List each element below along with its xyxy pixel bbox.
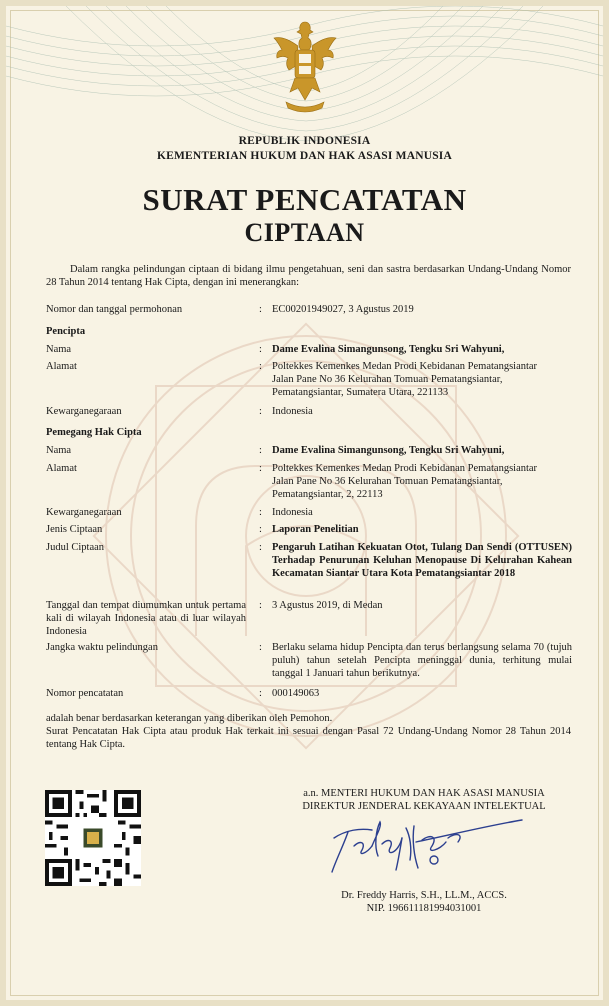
jangka-waktu-label: Jangka waktu pelindungan (46, 642, 158, 653)
pemegang-alamat-label: Alamat (46, 463, 77, 474)
signatory-line-2: DIREKTUR JENDERAL KEKAYAAN INTELEKTUAL (302, 801, 546, 812)
pencipta-warga-label: Kewarganegaraan (46, 406, 122, 417)
signatory-nip: NIP. 196611181994031001 (366, 903, 482, 914)
document-title: SURAT PENCATATAN (142, 182, 467, 217)
colon: : (259, 304, 262, 315)
document-subtitle: CIPTAAN (244, 218, 365, 247)
closing-line-2: Surat Pencatatan Hak Cipta atau produk Hak terkait ini sesuai dengan Pasal 72 Undang-Undang Nomor 28 Tahun 2014 tentang Hak Cipta. (46, 726, 571, 750)
pencipta-alamat-line: Jalan Pane No 36 Kelurahan Tomuan Pematangsiantar, (272, 374, 503, 385)
pencipta-warga-value: Indonesia (272, 406, 313, 417)
judul-ciptaan-label: Judul Ciptaan (46, 542, 105, 553)
permohonan-value: EC00201949027, 3 Agustus 2019 (272, 304, 414, 315)
pemegang-nama-label: Nama (46, 445, 72, 456)
permohonan-label: Nomor dan tanggal permohonan (46, 304, 183, 315)
colon: : (259, 524, 262, 535)
pencipta-alamat-label: Alamat (46, 361, 77, 372)
colon: : (259, 600, 262, 611)
intro-paragraph: Dalam rangka pelindungan ciptaan di bidang ilmu pengetahuan, seni dan sastra berdasarkan Undang-Undang Nomor 28 Tahun 2014 tentang Hak Cipta, dengan ini menerangkan: (46, 264, 571, 288)
colon: : (259, 445, 262, 456)
pemegang-alamat-line: Poltekkes Kemenkes Medan Prodi Kebidanan Pematangsiantar (272, 463, 538, 474)
jenis-ciptaan-value: Laporan Penelitian (272, 524, 359, 535)
tanggal-diumumkan-label: Tanggal dan tempat diumumkan untuk pertama kali di wilayah Indonesia atau di luar wilayah Indonesia (46, 600, 246, 637)
pencipta-alamat-line: Poltekkes Kemenkes Medan Prodi Kebidanan Pematangsiantar (272, 361, 538, 372)
pencipta-alamat-line: Pematangsiantar, Sumatera Utara, 221133 (272, 387, 449, 398)
colon: : (259, 507, 262, 518)
header-ministry: KEMENTERIAN HUKUM DAN HAK ASASI MANUSIA (156, 150, 452, 162)
jangka-waktu-value: Berlaku selama hidup Pencipta dan terus berlangsung selama 70 (tujuh puluh) tahun setelah Pencipta meninggal dunia, terhitung mulai tanggal 1 Januari tahun berikutnya. (272, 642, 572, 679)
pencipta-alamat-value (272, 360, 572, 399)
colon: : (259, 542, 262, 553)
pemegang-warga-label: Kewarganegaraan (46, 507, 122, 518)
garuda-emblem-icon (268, 16, 342, 120)
colon: : (259, 642, 262, 653)
pemegang-warga-value: Indonesia (272, 507, 313, 518)
colon: : (259, 344, 262, 355)
pemegang-alamat-line: Pematangsiantar, 2, 22113 (272, 489, 383, 500)
judul-ciptaan-value: Pengaruh Latihan Kekuatan Otot, Tulang Dan Sendi (OTTUSEN) Terhadap Penurunan Keluhan Menopause Di Kelurahan Kahean Kecamatan Siantar Utara Kota Pematangsiantar 2018 (272, 542, 572, 579)
qr-code (45, 790, 141, 886)
pencipta-nama-value: Dame Evalina Simangunsong, Tengku Sri Wahyuni, (272, 344, 505, 355)
signatory-line-1: a.n. MENTERI HUKUM DAN HAK ASASI MANUSIA (303, 788, 545, 799)
closing-line-1: adalah benar berdasarkan keterangan yang diberikan oleh Pemohon. (46, 713, 333, 724)
signature (326, 816, 526, 878)
nomor-pencatatan-label: Nomor pencatatan (46, 688, 124, 699)
jenis-ciptaan-label: Jenis Ciptaan (46, 524, 103, 535)
pencipta-nama-label: Nama (46, 344, 72, 355)
nomor-pencatatan-value: 000149063 (272, 688, 320, 699)
header-country: REPUBLIK INDONESIA (238, 135, 371, 147)
pemegang-nama-value: Dame Evalina Simangunsong, Tengku Sri Wahyuni, (272, 445, 505, 456)
section-pencipta: Pencipta (46, 326, 86, 337)
section-pemegang: Pemegang Hak Cipta (46, 427, 142, 438)
signatory-name: Dr. Freddy Harris, S.H., LL.M., ACCS. (341, 890, 507, 901)
colon: : (259, 688, 262, 699)
colon: : (259, 361, 262, 372)
pemegang-alamat-line: Jalan Pane No 36 Kelurahan Tomuan Pematangsiantar, (272, 476, 503, 487)
tanggal-diumumkan-value: 3 Agustus 2019, di Medan (272, 600, 383, 611)
colon: : (259, 406, 262, 417)
pemegang-alamat-value (272, 462, 572, 501)
colon: : (259, 463, 262, 474)
